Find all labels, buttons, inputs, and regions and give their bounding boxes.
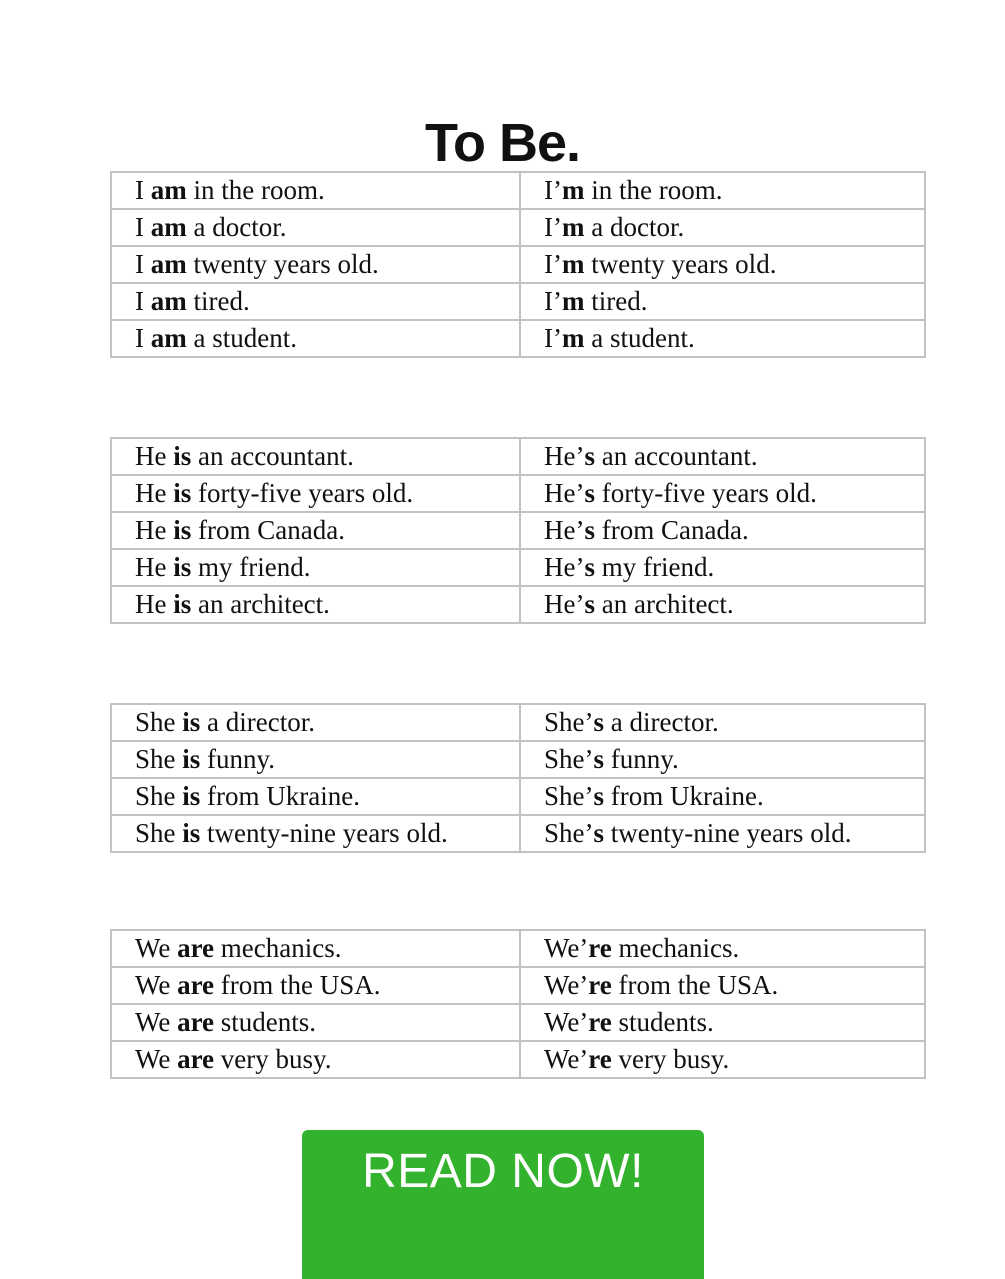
subject-text: We’ — [544, 970, 589, 1000]
verb-text: m — [561, 212, 585, 242]
contracted-form-cell — [520, 475, 925, 512]
contracted-form-cell — [520, 438, 925, 475]
subject-text: He — [135, 515, 174, 545]
verb-text: is — [182, 781, 201, 811]
verb-text: is — [182, 707, 201, 737]
subject-text: I’ — [544, 212, 562, 242]
table-row — [111, 1041, 925, 1078]
verb-text: s — [584, 515, 595, 545]
verb-text: am — [150, 212, 187, 242]
complement-text: an architect. — [595, 589, 734, 619]
full-form-cell — [111, 778, 520, 815]
full-form-cell — [111, 586, 520, 623]
complement-text: mechanics. — [214, 933, 342, 963]
subject-text: He — [135, 589, 174, 619]
verb-text: are — [177, 1007, 215, 1037]
complement-text: from the USA. — [214, 970, 381, 1000]
verb-text: s — [593, 744, 605, 774]
full-form-cell — [111, 320, 520, 357]
complement-text: a director. — [200, 707, 315, 737]
contracted-form-cell — [520, 549, 925, 586]
complement-text: from Ukraine. — [604, 781, 764, 811]
complement-text: from the USA. — [611, 970, 779, 1000]
full-form-cell — [111, 930, 520, 967]
subject-text: I — [135, 212, 151, 242]
verb-text: s — [584, 478, 595, 508]
full-form-cell — [111, 1004, 520, 1041]
verb-text: is — [173, 552, 192, 582]
read-now-button[interactable] — [302, 1130, 704, 1279]
complement-text: funny. — [604, 744, 679, 774]
verb-text: s — [593, 707, 605, 737]
complement-text: tired. — [584, 286, 648, 316]
to-be-table-she — [110, 703, 926, 853]
verb-text: is — [173, 589, 192, 619]
contracted-form-cell — [520, 283, 925, 320]
verb-text: is — [173, 441, 192, 471]
page-title: To Be. — [425, 113, 580, 174]
table-row — [111, 1004, 925, 1041]
subject-text: I — [135, 175, 151, 205]
complement-text: twenty-nine years old. — [200, 818, 448, 848]
verb-text: is — [173, 515, 192, 545]
to-be-table-he — [110, 437, 926, 624]
table-row — [111, 246, 925, 283]
complement-text: a director. — [604, 707, 719, 737]
complement-text: students. — [214, 1007, 317, 1037]
full-form-cell — [111, 549, 520, 586]
verb-text: re — [588, 933, 612, 963]
verb-text: s — [584, 441, 595, 471]
subject-text: He’ — [544, 441, 585, 471]
table-row — [111, 815, 925, 852]
read-now-label: READ NOW! — [362, 1145, 644, 1198]
full-form-cell — [111, 967, 520, 1004]
complement-text: an accountant. — [191, 441, 354, 471]
table-row — [111, 209, 925, 246]
verb-text: am — [150, 286, 187, 316]
verb-text: am — [150, 249, 187, 279]
subject-text: She’ — [544, 818, 594, 848]
verb-text: is — [182, 818, 201, 848]
to-be-table-we — [110, 929, 926, 1079]
contracted-form-cell — [520, 172, 925, 209]
complement-text: tired. — [186, 286, 250, 316]
subject-text: I — [135, 249, 151, 279]
subject-text: He’ — [544, 552, 585, 582]
full-form-cell — [111, 209, 520, 246]
subject-text: She — [135, 707, 183, 737]
full-form-cell — [111, 475, 520, 512]
subject-text: We — [135, 970, 178, 1000]
complement-text: my friend. — [595, 552, 715, 582]
verb-text: are — [177, 933, 215, 963]
verb-text: m — [561, 323, 585, 353]
table-row — [111, 930, 925, 967]
full-form-cell — [111, 438, 520, 475]
subject-text: She’ — [544, 744, 594, 774]
contracted-form-cell — [520, 512, 925, 549]
full-form-cell — [111, 283, 520, 320]
subject-text: We’ — [544, 1007, 589, 1037]
full-form-cell — [111, 172, 520, 209]
subject-text: She — [135, 744, 183, 774]
contracted-form-cell — [520, 778, 925, 815]
complement-text: from Canada. — [191, 515, 345, 545]
subject-text: She’ — [544, 781, 594, 811]
subject-text: He’ — [544, 515, 585, 545]
complement-text: funny. — [200, 744, 276, 774]
to-be-table-i — [110, 171, 926, 358]
full-form-cell — [111, 512, 520, 549]
complement-text: mechanics. — [611, 933, 740, 963]
table-row — [111, 549, 925, 586]
verb-text: am — [150, 175, 187, 205]
full-form-cell — [111, 1041, 520, 1078]
table-row — [111, 438, 925, 475]
contracted-form-cell — [520, 320, 925, 357]
complement-text: an accountant. — [595, 441, 758, 471]
subject-text: He — [135, 441, 174, 471]
subject-text: I’ — [544, 175, 562, 205]
complement-text: my friend. — [191, 552, 311, 582]
complement-text: a doctor. — [186, 212, 287, 242]
table-row — [111, 967, 925, 1004]
complement-text: very busy. — [611, 1044, 730, 1074]
complement-text: a student. — [186, 323, 297, 353]
subject-text: We’ — [544, 933, 589, 963]
complement-text: forty-five years old. — [191, 478, 414, 508]
complement-text: in the room. — [584, 175, 723, 205]
table-row — [111, 704, 925, 741]
table-row — [111, 778, 925, 815]
complement-text: forty-five years old. — [595, 478, 817, 508]
full-form-cell — [111, 815, 520, 852]
contracted-form-cell — [520, 704, 925, 741]
complement-text: a doctor. — [584, 212, 685, 242]
subject-text: I — [135, 323, 151, 353]
table-row — [111, 741, 925, 778]
verb-text: are — [177, 1044, 215, 1074]
contracted-form-cell — [520, 967, 925, 1004]
complement-text: an architect. — [191, 589, 330, 619]
complement-text: a student. — [584, 323, 695, 353]
complement-text: twenty-nine years old. — [604, 818, 852, 848]
complement-text: from Canada. — [595, 515, 749, 545]
table-row — [111, 512, 925, 549]
verb-text: m — [561, 175, 585, 205]
subject-text: I’ — [544, 249, 562, 279]
subject-text: I’ — [544, 286, 562, 316]
verb-text: am — [150, 323, 187, 353]
contracted-form-cell — [520, 1041, 925, 1078]
verb-text: is — [173, 478, 192, 508]
subject-text: I’ — [544, 323, 562, 353]
complement-text: twenty years old. — [584, 249, 777, 279]
subject-text: He — [135, 478, 174, 508]
complement-text: in the room. — [186, 175, 325, 205]
table-row — [111, 586, 925, 623]
subject-text: I — [135, 286, 151, 316]
subject-text: He’ — [544, 478, 585, 508]
subject-text: We’ — [544, 1044, 589, 1074]
verb-text: s — [593, 781, 605, 811]
verb-text: re — [588, 970, 612, 1000]
verb-text: s — [593, 818, 605, 848]
verb-text: re — [588, 1044, 612, 1074]
full-form-cell — [111, 246, 520, 283]
full-form-cell — [111, 704, 520, 741]
table-row — [111, 320, 925, 357]
subject-text: She — [135, 818, 183, 848]
contracted-form-cell — [520, 246, 925, 283]
complement-text: very busy. — [214, 1044, 332, 1074]
verb-text: are — [177, 970, 215, 1000]
verb-text: m — [561, 249, 585, 279]
subject-text: She’ — [544, 707, 594, 737]
complement-text: students. — [611, 1007, 714, 1037]
table-row — [111, 172, 925, 209]
full-form-cell — [111, 741, 520, 778]
contracted-form-cell — [520, 815, 925, 852]
subject-text: We — [135, 1044, 178, 1074]
verb-text: s — [584, 552, 595, 582]
subject-text: We — [135, 933, 178, 963]
contracted-form-cell — [520, 1004, 925, 1041]
contracted-form-cell — [520, 209, 925, 246]
complement-text: twenty years old. — [186, 249, 379, 279]
subject-text: He — [135, 552, 174, 582]
verb-text: is — [182, 744, 201, 774]
subject-text: We — [135, 1007, 178, 1037]
table-row — [111, 283, 925, 320]
contracted-form-cell — [520, 586, 925, 623]
contracted-form-cell — [520, 930, 925, 967]
subject-text: She — [135, 781, 183, 811]
verb-text: s — [584, 589, 595, 619]
subject-text: He’ — [544, 589, 585, 619]
table-row — [111, 475, 925, 512]
verb-text: m — [561, 286, 585, 316]
complement-text: from Ukraine. — [200, 781, 360, 811]
verb-text: re — [588, 1007, 612, 1037]
contracted-form-cell — [520, 741, 925, 778]
